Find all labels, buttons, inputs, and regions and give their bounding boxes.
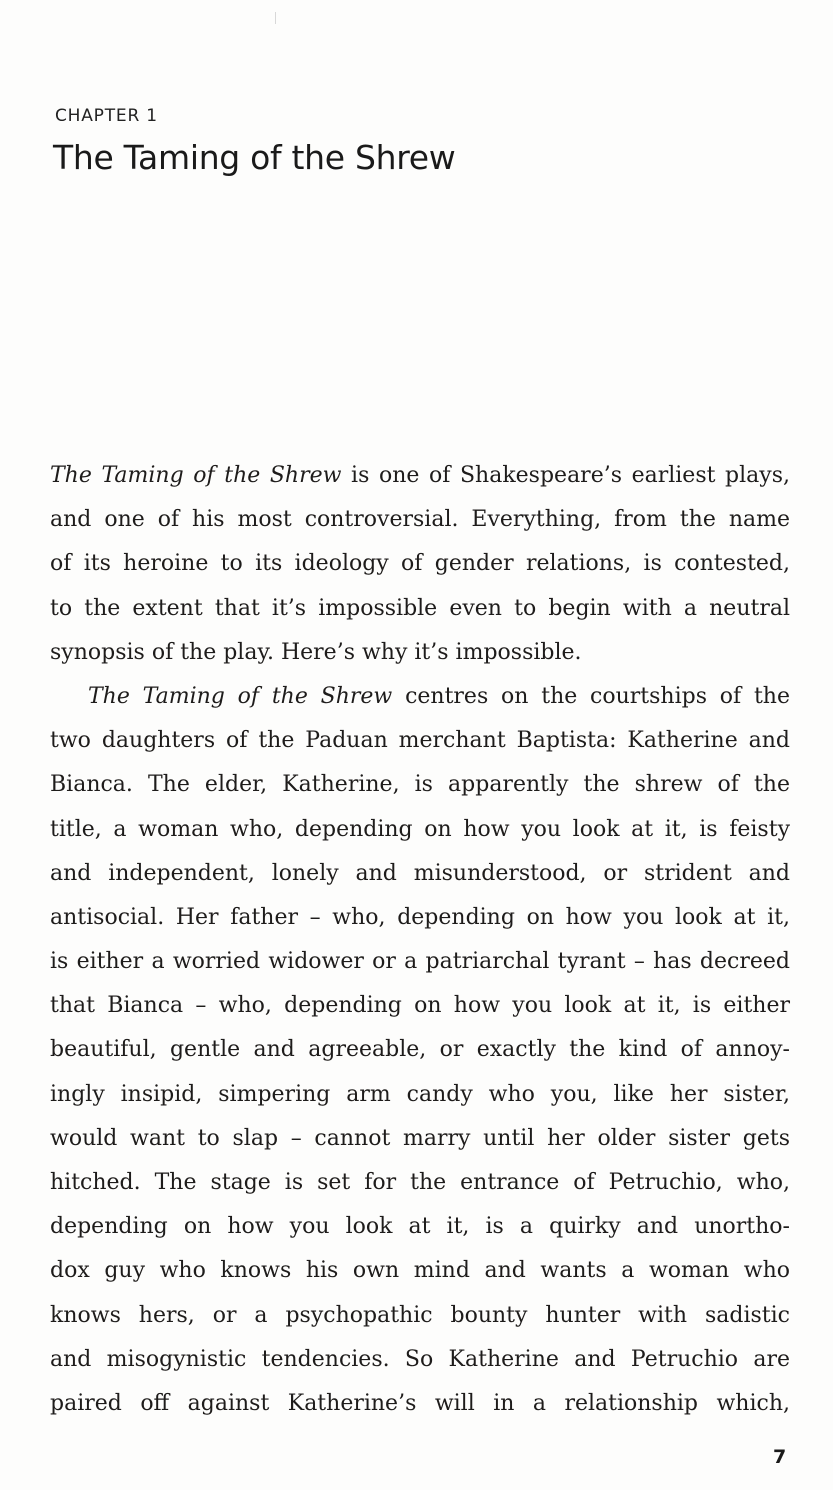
page-edge-mark bbox=[275, 12, 276, 24]
text-line: antisocial. Her father – who, depending on how you look at it, bbox=[50, 904, 790, 930]
text-line: synopsis of the play. Here’s why it’s impossible. bbox=[50, 639, 582, 665]
text-line bbox=[50, 454, 790, 498]
text-line: beautiful, gentle and agreeable, or exactly the kind of annoy- bbox=[50, 1037, 790, 1063]
text-line: would want to slap – cannot marry until her older sister gets bbox=[50, 1125, 790, 1151]
text-line: knows hers, or a psychopathic bounty hunter with sadistic bbox=[50, 1302, 790, 1328]
text-line bbox=[50, 675, 790, 719]
text-line: Bianca. The elder, Katherine, is apparently the shrew of the bbox=[50, 772, 790, 798]
text-line: is either a worried widower or a patriarchal tyrant – has decreed bbox=[50, 949, 790, 975]
text-line: depending on how you look at it, is a quirky and unortho- bbox=[50, 1214, 790, 1240]
body-text bbox=[50, 454, 790, 1426]
paragraph bbox=[50, 675, 790, 1426]
line-text: is one of Shakespeare’s earliest plays, bbox=[341, 463, 790, 488]
text-line: to the extent that it’s impossible even to begin with a neutral bbox=[50, 595, 790, 621]
page-number: 7 bbox=[773, 1446, 787, 1468]
italic-title: The Taming of the Shrew bbox=[50, 463, 342, 488]
text-line: two daughters of the Paduan merchant Baptista: Katherine and bbox=[50, 728, 790, 754]
text-line: and independent, lonely and misunderstood, or strident and bbox=[50, 860, 790, 886]
text-line: that Bianca – who, depending on how you look at it, is either bbox=[50, 993, 790, 1019]
chapter-title: The Taming of the Shrew bbox=[53, 138, 456, 177]
line-text: centres on the courtships of the bbox=[392, 683, 791, 709]
text-line: paired off against Katherine’s will in a relationship which, bbox=[50, 1390, 790, 1416]
italic-title: The Taming of the Shrew bbox=[88, 683, 393, 709]
text-line: dox guy who knows his own mind and wants a woman who bbox=[50, 1258, 790, 1284]
paragraph bbox=[50, 454, 790, 675]
text-line: ingly insipid, simpering arm candy who you, like her sister, bbox=[50, 1081, 790, 1107]
text-line: and one of his most controversial. Everything, from the name bbox=[50, 507, 790, 533]
text-line: hitched. The stage is set for the entrance of Petruchio, who, bbox=[50, 1170, 790, 1195]
text-line: title, a woman who, depending on how you look at it, is feisty bbox=[50, 816, 790, 842]
text-line: of its heroine to its ideology of gender relations, is contested, bbox=[50, 551, 790, 577]
text-line: and misogynistic tendencies. So Katherine and Petruchio are bbox=[50, 1346, 790, 1372]
chapter-label: CHAPTER 1 bbox=[55, 106, 158, 126]
